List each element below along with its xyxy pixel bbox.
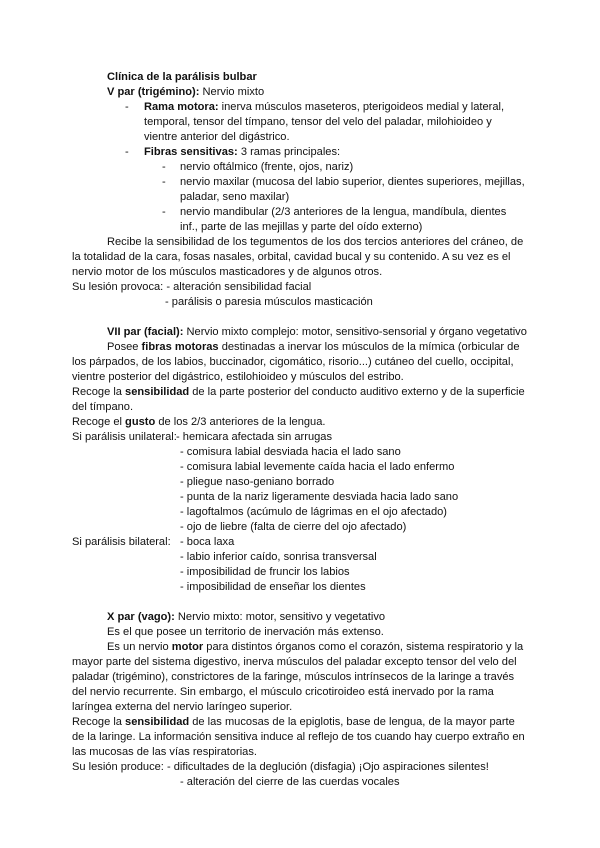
symptom-item: - hemicara afectada sin arrugas	[176, 431, 333, 443]
symptom-item: - punta de la nariz ligeramente desviada hacia lado sano	[180, 491, 459, 503]
paragraph-line: las mucosas de las vías respiratorias.	[72, 746, 257, 758]
paragraph-line: del tímpano.	[72, 401, 134, 413]
rama-motora-line: temporal, tensor del tímpano, tensor del velo del paladar, milohioideo y	[144, 116, 492, 128]
branch-item: inf., parte de las mejillas y parte del oído externo)	[180, 221, 423, 233]
branch-item: nervio oftálmico (frente, ojos, nariz)	[180, 161, 354, 173]
paragraph-line: Recoge la sensibilidad de las mucosas de la epiglotis, base de lengua, de la mayor parte	[72, 716, 515, 728]
paragraph-line: la totalidad de la cara, fosas nasales, orbital, cavidad bucal y su contenido. A su vez es el	[72, 251, 511, 263]
paragraph-line: nervio motor de los músculos masticadores y de algunos otros.	[72, 266, 383, 278]
paragraph-line: de la laringe. La información sensitiva induce al reflejo de tos cuando hay cuerpo extraño en	[72, 731, 525, 743]
symptom-item: - comisura labial levemente caída hacia el lado enfermo	[180, 461, 455, 473]
rama-motora-line: Rama motora: inerva músculos maseteros, pterigoideos medial y lateral,	[144, 101, 505, 113]
paragraph-line: mayor parte del sistema digestivo, inerva músculos del paladar excepto tensor del velo del	[72, 656, 517, 668]
paragraph-line: Es el que posee un territorio de inervación más extenso.	[107, 626, 384, 638]
page-title: Clínica de la parálisis bulbar	[107, 71, 257, 83]
branch-item: nervio maxilar (mucosa del labio superior, dientes superiores, mejillas,	[180, 176, 525, 188]
symptom-item: - lagoftalmos (acúmulo de lágrimas en el ojo afectado)	[180, 506, 448, 518]
dash-bullet: -	[162, 161, 166, 173]
unilateral-label: Si parálisis unilateral:	[72, 431, 177, 443]
lesion-line: - alteración del cierre de las cuerdas vocales	[180, 776, 400, 788]
paragraph-line: paladar (trigémino), constrictores de la faringe, músculos intrínsecos de la laringe a través	[72, 671, 515, 683]
symptom-item: - labio inferior caído, sonrisa transversal	[180, 551, 377, 563]
fibras-sensitivas-line: Fibras sensitivas: 3 ramas principales:	[144, 146, 341, 158]
symptom-item: - comisura labial desviada hacia el lado sano	[180, 446, 401, 458]
branch-item: nervio mandibular (2/3 anteriores de la lengua, mandíbula, dientes	[180, 206, 507, 218]
paragraph-line: Es un nervio motor para distintos órganos como el corazón, sistema respiratorio y la	[107, 641, 524, 653]
branch-item: paladar, seno maxilar)	[180, 191, 290, 203]
lesion-line: Su lesión produce: - dificultades de la deglución (disfagia) ¡Ojo aspiraciones silentes!	[72, 761, 489, 773]
v-par-heading: V par (trigémino): Nervio mixto	[107, 86, 265, 98]
paragraph-line: Recoge la sensibilidad de la parte posterior del conducto auditivo externo y de la superficie	[72, 386, 525, 398]
x-par-heading: X par (vago): Nervio mixto: motor, sensitivo y vegetativo	[107, 611, 386, 623]
paragraph-line: del nervio recurrente. Sin embargo, el músculo cricotiroideo está inervado por la rama	[72, 686, 494, 698]
bilateral-label: Si parálisis bilateral:	[72, 536, 171, 548]
lesion-line: - parálisis o paresia músculos masticación	[165, 296, 373, 308]
paragraph-line: Recibe la sensibilidad de los tegumentos de los dos tercios anteriores del cráneo, de	[107, 236, 524, 248]
rama-motora-line: vientre anterior del digástrico.	[144, 131, 290, 143]
paragraph-line: Posee fibras motoras destinadas a inervar los músculos de la mímica (orbicular de	[107, 341, 520, 353]
dash-bullet: -	[125, 146, 129, 158]
dash-bullet: -	[162, 176, 166, 188]
symptom-item: - imposibilidad de fruncir los labios	[180, 566, 350, 578]
symptom-item: - ojo de liebre (falta de cierre del ojo afectado)	[180, 521, 407, 533]
lesion-line: Su lesión provoca: - alteración sensibilidad facial	[72, 281, 312, 293]
paragraph-line: laríngea externa del nervio laríngeo superior.	[72, 701, 293, 713]
symptom-item: - imposibilidad de enseñar los dientes	[180, 581, 366, 593]
dash-bullet: -	[125, 101, 129, 113]
paragraph-line: Recoge el gusto de los 2/3 anteriores de la lengua.	[72, 416, 326, 428]
paragraph-line: vientre posterior del digástrico, estilohioideo y músculos del estribo.	[72, 371, 404, 383]
symptom-item: - pliegue naso-geniano borrado	[180, 476, 335, 488]
symptom-item: - boca laxa	[180, 536, 235, 548]
paragraph-line: los párpados, de los labios, buccinador, cigomático, risorio...) cutáneo del cuello, occipital,	[72, 356, 514, 368]
vii-par-heading: VII par (facial): Nervio mixto complejo: motor, sensitivo-sensorial y órgano vegetativo	[107, 326, 527, 338]
dash-bullet: -	[162, 206, 166, 218]
